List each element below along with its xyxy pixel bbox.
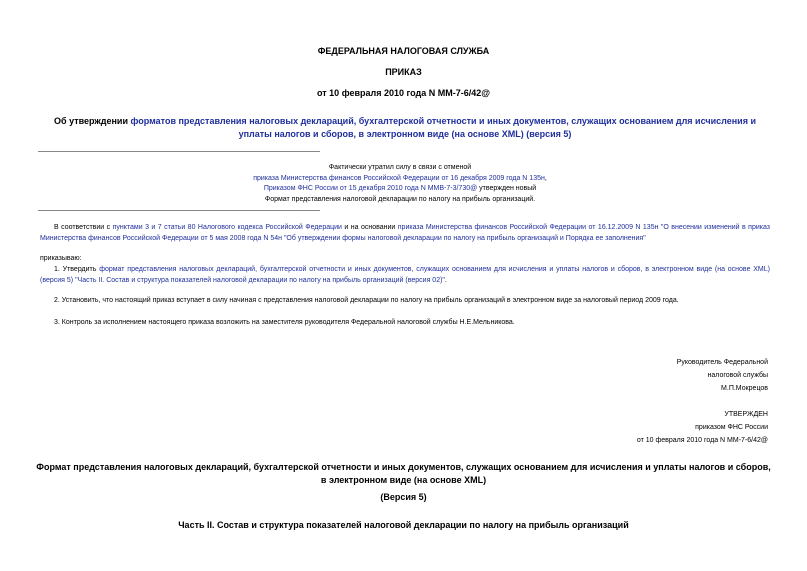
format-version: (Версия 5) <box>380 492 427 502</box>
format-title-line2: в электронном виде (на основе XML) <box>320 475 487 485</box>
item1-prefix: 1. Утвердить <box>54 266 100 273</box>
status-note <box>180 163 620 205</box>
minfin-135n-link[interactable]: приказа Министерства финансов Российской Федерации от 16.12.2009 N 135н "О внесении изменений в приказ Министерства финансов Российской Федерации от 5 мая 2008 года N 54н "Об утверждении формы налоговой декларации по налогу на прибыль организаций и Порядка ее заполнения" <box>40 224 770 242</box>
item1-tail: . <box>444 277 447 284</box>
format-approval-link[interactable]: формат представления налоговых деклараций, бухгалтерской отчетности и иных документов, служащих основанием для исчисления и уплаты налогов и сборов, в электронном виде (на основе XML) (версия 5) "Часть II. Состав и структура показателей налоговой декларации по налогу на прибыль организаций (версия 02)" <box>40 266 770 284</box>
signature-name: М.П.Мокрецов <box>721 385 768 392</box>
minfin-order-link[interactable]: приказа Министерства финансов Российской Федерации от 16 декабря 2009 года N 135н <box>253 174 545 182</box>
preamble-paragraph <box>40 222 770 244</box>
agency-name: ФЕДЕРАЛЬНАЯ НАЛОГОВАЯ СЛУЖБА <box>317 46 490 56</box>
format-part-title: Часть II. Состав и структура показателей налоговой декларации по налогу на прибыль организаций <box>178 520 629 530</box>
approval-block <box>637 408 768 447</box>
status-note-line3-tail: утвержден новый <box>477 185 537 192</box>
format-title <box>20 461 787 487</box>
signature-block <box>677 356 768 395</box>
format-title-line1: Формат представления налоговых деклараций, бухгалтерской отчетности и иных документов, служащих основанием для исчисления и уплаты налогов и сборов, <box>36 462 771 472</box>
document-type: ПРИКАЗ <box>385 67 422 77</box>
order-word: приказываю: <box>40 255 82 262</box>
order-item-3: 3. Контроль за исполнением настоящего приказа возложить на заместителя руководителя Федеральной налоговой службы Н.Е.Мельникова. <box>54 319 515 326</box>
divider-bottom <box>38 210 320 211</box>
status-note-comma: , <box>544 174 547 182</box>
status-note-line4: Формат представления налоговой декларации по налогу на прибыль организаций. <box>264 195 536 203</box>
document-title <box>40 115 770 141</box>
approval-label: УТВЕРЖДЕН <box>724 411 768 418</box>
document-date-number: от 10 февраля 2010 года N ММ-7-6/42@ <box>317 88 490 98</box>
divider-top <box>38 151 320 152</box>
title-formats-link[interactable]: форматов представления налоговых деклараций, бухгалтерской отчетности и иных документов, служащих основанием для исчисления и уплаты налогов и сборов, в электронном виде (на основе XML) (версия 5) <box>130 116 756 139</box>
signature-agency: налоговой службы <box>707 372 768 379</box>
tax-code-link[interactable]: пунктами 3 и 7 статьи 80 Налогового кодекса Российской Федерации <box>112 224 342 231</box>
preamble-text-2: и на основании <box>341 224 398 231</box>
order-item-2: 2. Установить, что настоящий приказ вступает в силу начиная с представления налоговой декларации по налогу на прибыль организаций в электронном виде за налоговый период 2009 года. <box>54 297 679 304</box>
preamble-text-1: В соответствии с <box>54 224 113 231</box>
status-note-line1: Фактически утратил силу в связи с отменой <box>328 164 472 171</box>
approval-order: приказом ФНС России <box>695 424 768 431</box>
signature-position: Руководитель Федеральной <box>676 359 768 366</box>
approval-date-number: от 10 февраля 2010 года N ММ-7-6/42@ <box>636 437 768 444</box>
title-prefix: Об утверждении <box>54 116 131 126</box>
order-item-1 <box>40 264 770 286</box>
fns-order-link[interactable]: Приказом ФНС России от 15 декабря 2010 года N ММВ-7-3/730@ <box>263 185 478 192</box>
